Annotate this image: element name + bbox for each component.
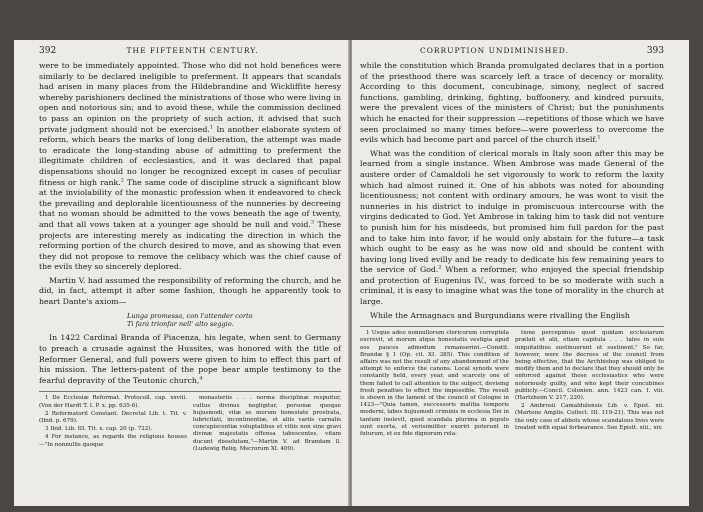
footnote: 2 Ambrosii Camaldulensis Lib. v. Epist. xii. (Martene Amplis. Collect. III. 119-21). This was not the only case of abbots whose scandalous lives were treated with equal forbearance. See Epistt. xiii., xiv. <box>515 403 664 431</box>
left-running-head: THE FIFTEENTH CENTURY. <box>126 46 259 55</box>
footnote: 1 Usque adeo nonnullorum clericorum correptela excrevit, ut morum atque honestatis vestigia apud eos paucos admodum remanserint.—Constit. Brandæ § 1 (Op. cit. XI. 385). This condition of affairs was not the result of any abandonment of the attempt to enforce the canons. Local synods were constantly held, every year, and scarcely one of them failed to call attention to the subject, devising fresh penalties to effect the impossible. The result is shown in the lament of the council of Cologne in 1423—"Quia tamen, successoris malitia temporis moderni, labes hujusmodi criminis in ecclesia Dei in tantum inolevit, quod scandala plurima in populo sunt exorta, et verisimiliter exoriri poterunt in futurum, et ex fide dignorum rela- <box>360 330 509 438</box>
right-running-header <box>360 46 664 56</box>
right-footnotes <box>360 326 664 439</box>
left-footnotes-col-1 <box>39 395 187 454</box>
left-paragraph-3: In 1422 Cardinal Branda of Piacenza, his legate, when sent to Germany to preach a crusade against the Hussites, was honored with the title of Reformer General, and full powers were given to him to effect this part of his mission. The letters-patent of the pope bear ample testimony to the fearful depravity of the Teutonic church,$^4$ <box>39 333 341 385</box>
left-paragraph-2: Martin V. had assumed the responsibility of reforming the church, and he did, in fact, attempt it after some fashion, though he apparently took to heart Dante's axiom— <box>39 275 341 307</box>
left-footnotes <box>39 391 341 454</box>
left-page-number: 392 <box>39 46 57 56</box>
left-page <box>14 40 349 506</box>
footnote: 4 For instance, as regards the religious houses—"In nonnullis quoque <box>39 434 187 448</box>
right-footnotes-col-2 <box>515 330 664 439</box>
right-running-head: CORRUPTION UNDIMINISHED. <box>420 46 569 55</box>
footnote: tione percepimus quod quidam ecclesiarum prælati et alii, etiam capitula . . . tales in suis iniquitatibus sustinuerunt et sustinent." So far, however, were the decrees of the council from being effective, that the Archbishop was obliged to modify them and to declare that they should only be enforced against those ecclesiastics who were notoriously guilty, and who kept their concubines publicly.—Concil. Colonien. ann. 1423 can. I. viii. (Hartzheim V. 217, 220). <box>515 330 664 402</box>
right-page-number: 393 <box>646 46 664 56</box>
right-body-text <box>360 61 664 321</box>
left-running-header <box>39 46 341 56</box>
right-footnotes-col-1 <box>360 330 509 439</box>
left-footnotes-col-2 <box>193 395 341 454</box>
footnote: 1 De Ecclesiæ Reformat. Protocoll. cap. xxviii. (Von der Hardt T. I. P. x. pp. 635-6). <box>39 395 187 409</box>
left-body-text <box>39 61 341 386</box>
left-paragraph-1: were to be immediately appointed. Those who did not hold benefices were similarly to be declared ineligible to preferment. It appears that scandals had arisen in many places from the Hildebrandine and Wickliffite heresy whereby parishioners declined the ministrations of those who were living in open and notorious sin; and to avoid these, while the commission declined to pass an opinion on the propriety of such action, it advised that such private judgment should not be exercised.$^1$ In another elaborate system of reform, which bears the marks of long deliberation, the attempt was made to eradicate the long-standing abuse of admitting to preferment the illegitimate children of ecclesiastics, and it was declared that papal dispensations should no longer be recognized except in cases of peculiar fitness or high rank.$^2$ The same code of discipline struck a significant blow at the inviolability of the monastic profession when it endeavored to check the prevailing and deplorable licentiousness of the nunneries by decreeing that no woman should be admitted to the vows beneath the age of twenty, and that all vows taken at a younger age should be null and void.$^3$ These projects are interesting merely as indicating the direction in which the reforming portion of the church desired to move, and as showing that even they did not propose to remove the celibacy which was the chief cause of the evils they so sincerely deplored. <box>39 61 342 272</box>
right-page <box>352 40 689 506</box>
right-paragraph-2: What was the condition of clerical morals in Italy soon after this may be learned from a single instance. When Ambrose was made General of the austere order of Camaldoli he set vigorously to work to reform the laxity which had almost ruined it. One of his abbots was noted for abounding licentiousness; not content with ordinary amours, he was wont to visit the nunneries in his district to indulge in promiscuous intercourse with the virgins dedicated to God. Yet Ambrose in taking him to task did not venture to punish him for his misdeeds, but promised him full pardon for the past and to take him into favor, if he would only abstain for the future—a task which ought to be easy as he was now old and should be content with having long lived evilly and be ready to dedicate his few remaining years to the service of God.$^2$ When a reformer, who enjoyed the special friendship and protection of Eugenius IV., was forced to be so moderate with such a criminal, it is easy to imagine what was the tone of morality in the church at large. <box>360 148 664 307</box>
footnote: 3 Ibid. Lib. III. Tit. x. cap. 20 (p. 722). <box>45 426 153 433</box>
right-paragraph-3: While the Armagnacs and Burgundians were rivalling the English <box>370 310 630 320</box>
footnote: monasteriis . . . norma disciplinæ respuitur, cultus divinus negligitur, personæ quoque hujusmodi, vitæ se morum honestate prostrata, lubricitati, incontinentiæ, et aliis variis carnalis concupiscentiæ voluptatibus et vitiis non sine gravi divinæ majestatis offensa tabescentes, vitam ducunt dissolutam,"—Martin V. ad Brandam ll. (Ludewig Reliq. Mscrorum XI. 409). <box>193 395 341 452</box>
dante-quote: Lunga promessa, con l'attender corto Ti farà trionfar nell' alto seggio. <box>127 311 253 329</box>
footnote: 2 Reformatoril Constant. Decretal Lib. t. Tit. v. (Ibid. p. 679). <box>39 410 187 425</box>
right-paragraph-1: while the constitution which Branda promulgated declares that in a portion of the priesthood there was scarcely left a trace of decency or morality. According to this document, concubinage, simony, neglect of sacred functions, gambling, drinking, fighting, buffoonery, and kindred pursuits, were the prevalent vices of the ministers of Christ; but the punishments which he enacted for their suppression —repetitions of those which we have seen proclaimed so many times before—were powerless to overcome the evils which had become part and parcel of the church itself.$^1$ <box>360 61 664 145</box>
